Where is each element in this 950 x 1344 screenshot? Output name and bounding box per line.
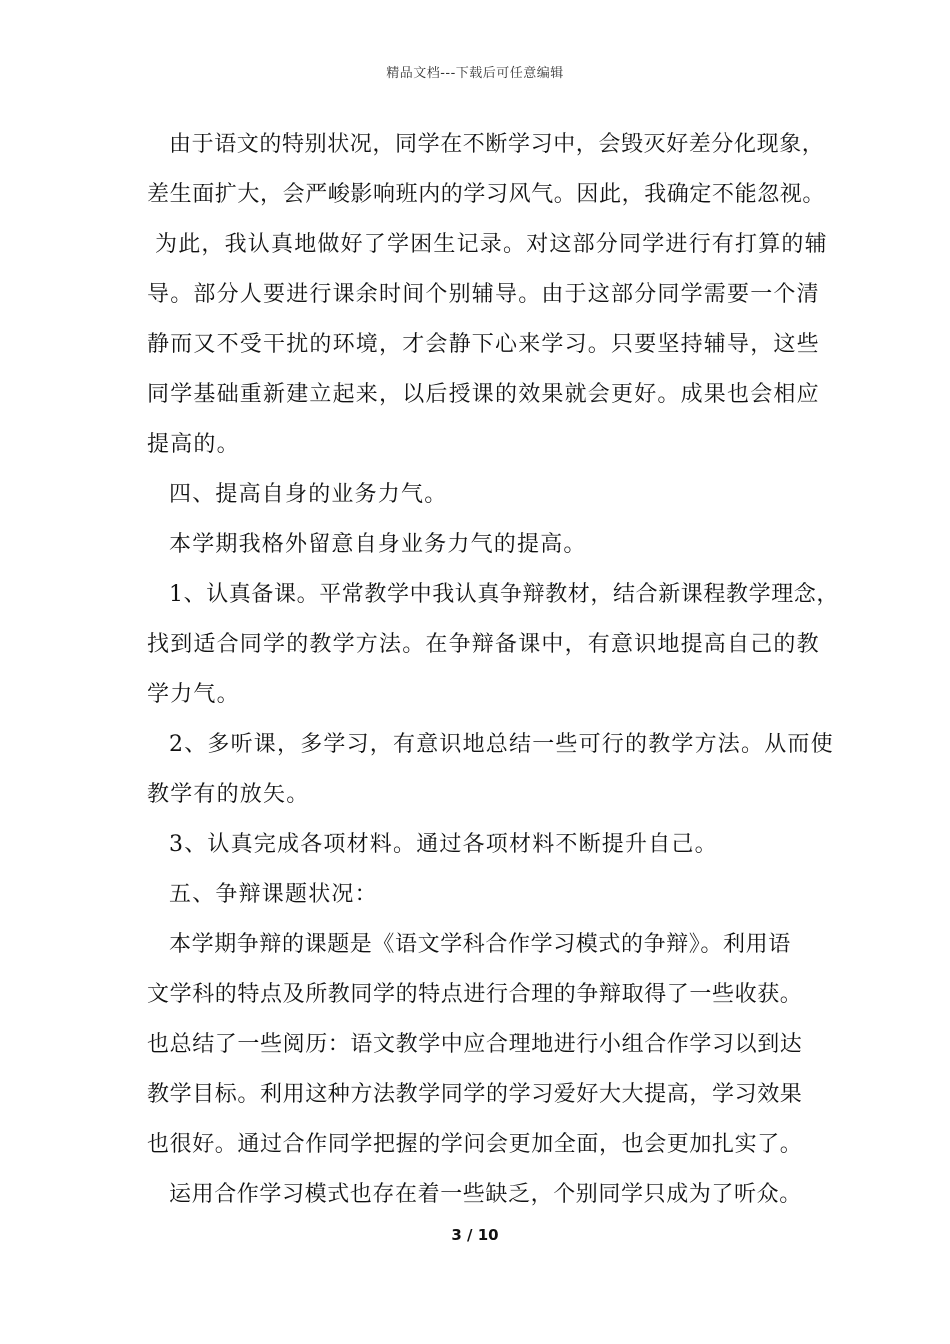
text-line: 学力气。 (147, 682, 240, 707)
text-line: 本学期我格外留意自身业务力气的提高。 (169, 532, 587, 557)
text-line: 找到适合同学的教学方法。在争辩备课中，有意识地提高自己的教 (147, 632, 820, 657)
text-line: 为此，我认真地做好了学困生记录。对这部分同学进行有打算的辅 (155, 232, 828, 257)
list-item: 3、认真完成各项材料。通过各项材料不断提升自己。 (169, 832, 718, 857)
text-line: 文学科的特点及所教同学的特点进行合理的争辩取得了一些收获。 (147, 982, 803, 1007)
text-line: 由于语文的特别状况，同学在不断学习中，会毁灭好差分化现象， (169, 132, 825, 157)
list-item: 2、多听课，多学习，有意识地总结一些可行的教学方法。从而使 (169, 732, 834, 757)
section-heading: 五、争辩课题状况： (169, 882, 378, 907)
list-item: 1、认真备课。平常教学中我认真争辩教材，结合新课程教学理念， (169, 582, 839, 607)
section-heading: 四、提高自身的业务力气。 (169, 482, 448, 507)
text-line: 同学基础重新建立起来，以后授课的效果就会更好。成果也会相应 (147, 382, 820, 407)
text-line: 也很好。通过合作同学把握的学问会更加全面，也会更加扎实了。 (147, 1132, 803, 1157)
body-text (147, 120, 837, 1220)
text-line: 运用合作学习模式也存在着一些缺乏，个别同学只成为了听众。 (169, 1182, 802, 1207)
text-line: 差生面扩大，会严峻影响班内的学习风气。因此，我确定不能忽视。 (147, 182, 826, 207)
text-line: 静而又不受干扰的环境，才会静下心来学习。只要坚持辅导，这些 (147, 332, 820, 357)
text-line: 教学有的放矢。 (147, 782, 310, 807)
page-header: 精品文档---下载后可任意编辑 (386, 66, 564, 81)
page-number: 3 / 10 (451, 1226, 499, 1244)
text-line: 也总结了一些阅历：语文教学中应合理地进行小组合作学习以到达 (147, 1032, 803, 1057)
text-line: 提高的。 (147, 432, 240, 457)
text-line: 本学期争辩的课题是《语文学科合作学习模式的争辩》。利用语 (169, 932, 791, 957)
text-line: 教学目标。利用这种方法教学同学的学习爱好大大提高，学习效果 (147, 1082, 803, 1107)
text-line: 导。部分人要进行课余时间个别辅导。由于这部分同学需要一个清 (147, 282, 820, 307)
